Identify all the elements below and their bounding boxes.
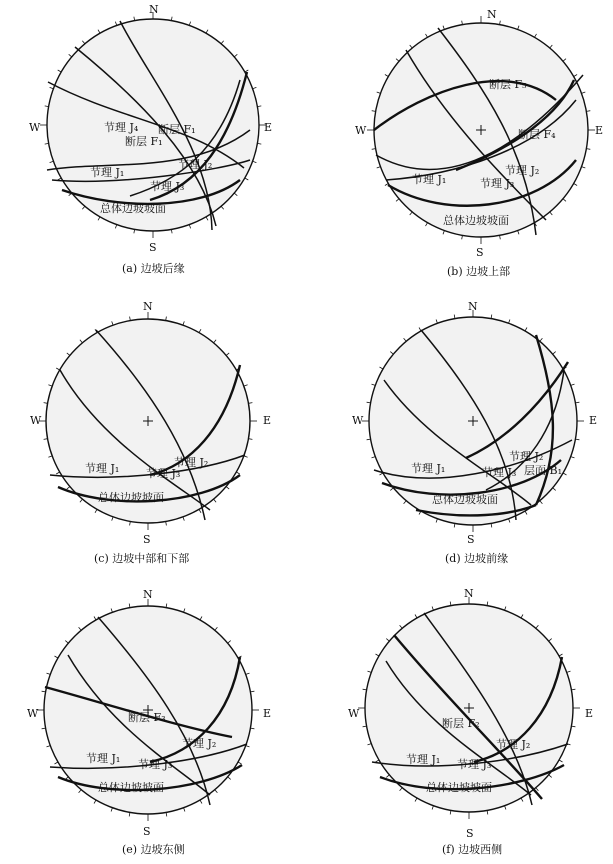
caption-e: (e) 边坡东侧 [122, 843, 185, 856]
slope-label: 总体边坡坡面 [443, 214, 509, 227]
stereonet-panel-d [306, 290, 612, 577]
f1-label: 断层 F₁ [158, 123, 196, 136]
slope-label: 总体边坡坡面 [98, 781, 164, 794]
j3-label: 节理 J₃ [150, 180, 185, 193]
j2-label: 节理 J₂ [182, 737, 217, 750]
j2-label: 节理 J₂ [178, 158, 213, 171]
west-label: W [348, 707, 360, 720]
j1-label: 节理 J₁ [411, 462, 446, 475]
stereonet-panel-a [0, 0, 306, 287]
stereonet-panel-c [0, 290, 306, 577]
stereonet-d [306, 290, 612, 577]
east-label: E [264, 121, 273, 134]
f3-label: 断层 F₃ [128, 711, 166, 724]
east-label: E [585, 707, 594, 720]
stereonet-panel-b [306, 0, 612, 287]
south-label: S [149, 241, 157, 254]
stereonet-panel-e [0, 577, 306, 864]
caption-a: (a) 边坡后缘 [122, 262, 185, 275]
west-label: W [355, 124, 367, 137]
caption-f: (f) 边坡西侧 [442, 843, 503, 856]
j1-label: 节理 J₁ [406, 753, 441, 766]
slope-label: 总体边坡坡面 [432, 493, 498, 506]
west-label: W [352, 414, 364, 427]
south-label: S [143, 533, 151, 546]
j1-label: 节理 J₁ [412, 173, 447, 186]
j2-label: 节理 J₂ [505, 164, 540, 177]
stereonet-f [306, 577, 612, 864]
j1-label: 节理 J₁ [86, 752, 121, 765]
slope-label: 总体边坡坡面 [426, 781, 492, 794]
j2-label: 节理 J₂ [509, 450, 544, 463]
south-label: S [466, 827, 474, 840]
slope-label: 总体边坡坡面 [100, 202, 166, 215]
caption-c: (c) 边坡中部和下部 [94, 552, 190, 565]
caption-d: (d) 边坡前缘 [445, 552, 509, 565]
east-label: E [589, 414, 598, 427]
j1-label: 节理 J₁ [90, 166, 125, 179]
j2-label: 节理 J₂ [174, 456, 209, 469]
f1-label-2: 断层 F₁ [125, 135, 163, 148]
north-label: N [487, 8, 497, 21]
b1-label: 层面 B₁ [524, 464, 562, 477]
north-label: N [468, 300, 478, 313]
j3-label: 节理 J₃ [457, 758, 492, 771]
f4-label: 断层 F₄ [518, 128, 556, 141]
north-label: N [464, 587, 474, 600]
j3-label: 节理 J₃ [482, 466, 517, 479]
caption-b: (b) 边坡上部 [447, 265, 511, 278]
stereonet-e [0, 577, 306, 864]
j3-label: 节理 J₃ [138, 758, 173, 771]
south-label: S [467, 533, 475, 546]
east-label: E [595, 124, 604, 137]
j2-label: 节理 J₂ [496, 738, 531, 751]
stereonet-b [306, 0, 612, 287]
j3-label: 节理 J₃ [480, 177, 515, 190]
south-label: S [143, 825, 151, 838]
stereonet-a [0, 0, 306, 287]
west-label: W [29, 121, 41, 134]
west-label: W [30, 414, 42, 427]
east-label: E [263, 707, 272, 720]
east-label: E [263, 414, 272, 427]
north-label: N [143, 300, 153, 313]
j4-label: 节理 J₄ [104, 121, 139, 134]
j3-label: 节理 J₃ [146, 467, 181, 480]
west-label: W [27, 707, 39, 720]
stereonet-c [0, 290, 306, 577]
stereonet-panel-f [306, 577, 612, 864]
j1-label: 节理 J₁ [85, 462, 120, 475]
south-label: S [476, 246, 484, 259]
f2-label: 断层 F₂ [442, 717, 480, 730]
slope-label: 总体边坡坡面 [98, 491, 164, 504]
north-label: N [149, 3, 159, 16]
f5-label: 断层 F₅ [489, 78, 527, 91]
north-label: N [143, 588, 153, 601]
